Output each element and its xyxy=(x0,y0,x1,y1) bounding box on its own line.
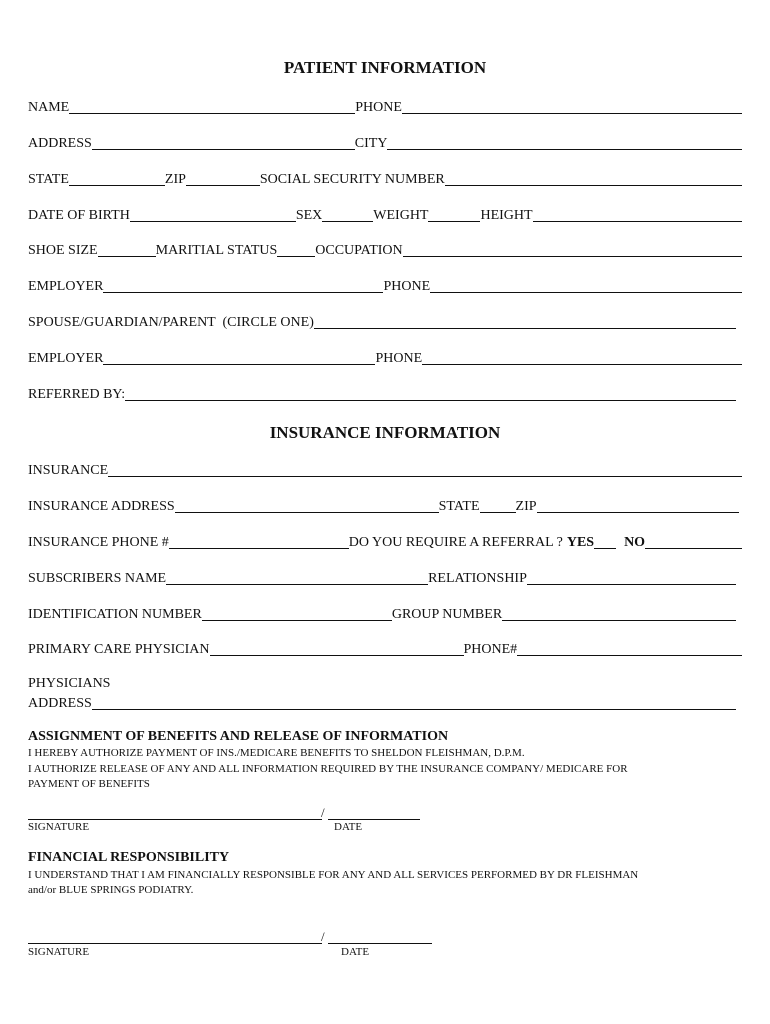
zip-field[interactable] xyxy=(186,171,260,186)
height-field[interactable] xyxy=(533,207,742,222)
row-state-zip-ssn xyxy=(28,168,742,188)
group-number-label: GROUP NUMBER xyxy=(391,607,503,622)
insurance-state-label: STATE xyxy=(438,499,480,514)
address-field[interactable] xyxy=(92,135,355,150)
row-spouse xyxy=(28,311,742,331)
financial-title: FINANCIAL RESPONSIBILITY xyxy=(28,850,230,865)
row-employer-phone xyxy=(28,275,742,295)
patient-information-heading: PATIENT INFORMATION xyxy=(283,58,487,77)
subscriber-name-field[interactable] xyxy=(166,570,428,585)
row-insurance-phone-referral xyxy=(28,531,742,551)
assignment-signature-label: SIGNATURE xyxy=(28,821,90,833)
assignment-signature-line[interactable] xyxy=(28,818,322,820)
row-spouse-employer-phone xyxy=(28,347,742,367)
referred-by-label: REFERRED BY: xyxy=(28,387,126,402)
insurance-address-label: INSURANCE ADDRESS xyxy=(28,499,175,514)
pcp-label: PRIMARY CARE PHYSICIAN xyxy=(28,642,210,657)
row-shoe-marital-occupation xyxy=(28,239,742,259)
height-label: HEIGHT xyxy=(480,208,533,223)
sex-field[interactable] xyxy=(322,207,373,222)
spouse-phone-field[interactable] xyxy=(422,350,742,365)
spouse-employer-field[interactable] xyxy=(103,350,375,365)
row-referred-by xyxy=(28,383,742,403)
insurance-state-field[interactable] xyxy=(480,498,516,513)
row-insurance-address xyxy=(28,495,742,515)
assignment-slash: / xyxy=(321,805,325,820)
relationship-label: RELATIONSHIP xyxy=(428,571,527,586)
occupation-label: OCCUPATION xyxy=(315,243,403,258)
financial-date-label: DATE xyxy=(341,946,370,958)
weight-field[interactable] xyxy=(428,207,480,222)
row-pcp xyxy=(28,638,742,658)
financial-signature-label: SIGNATURE xyxy=(28,946,90,958)
relationship-field[interactable] xyxy=(527,570,736,585)
occupation-field[interactable] xyxy=(403,242,742,257)
phone-label: PHONE xyxy=(355,100,402,115)
name-field[interactable] xyxy=(69,99,355,114)
insurance-field[interactable] xyxy=(108,462,742,477)
row-dob-sex-weight-height xyxy=(28,204,742,224)
marital-status-label: MARITIAL STATUS xyxy=(155,243,278,258)
pcp-phone-field[interactable] xyxy=(517,641,742,656)
dob-label: DATE OF BIRTH xyxy=(28,208,130,223)
insurance-label: INSURANCE xyxy=(28,463,109,478)
employer-field[interactable] xyxy=(103,278,383,293)
assignment-date-label: DATE xyxy=(334,821,363,833)
city-label: CITY xyxy=(354,136,388,151)
financial-slash: / xyxy=(321,929,325,944)
marital-status-field[interactable] xyxy=(277,242,315,257)
row-id-group xyxy=(28,603,742,623)
financial-line2: and/or BLUE SPRINGS PODIATRY. xyxy=(28,884,194,896)
assignment-line2: I AUTHORIZE RELEASE OF ANY AND ALL INFORMATION REQUIRED BY THE INSURANCE COMPANY/ MEDICARE FOR xyxy=(28,763,628,775)
id-number-label: IDENTIFICATION NUMBER xyxy=(28,607,202,622)
row-address-city xyxy=(28,132,742,152)
financial-signature-line[interactable] xyxy=(28,942,322,944)
employer-phone-label: PHONE xyxy=(383,279,431,294)
ssn-field[interactable] xyxy=(445,171,742,186)
insurance-information-heading: INSURANCE INFORMATION xyxy=(269,423,501,442)
name-label: NAME xyxy=(28,100,70,115)
state-field[interactable] xyxy=(69,171,165,186)
assignment-title: ASSIGNMENT OF BENEFITS AND RELEASE OF INFORMATION xyxy=(28,729,449,744)
weight-label: WEIGHT xyxy=(373,208,429,223)
assignment-date-line[interactable] xyxy=(328,818,420,820)
referral-yes-field[interactable] xyxy=(594,534,616,549)
state-label: STATE xyxy=(28,172,69,187)
employer-phone-field[interactable] xyxy=(430,278,742,293)
assignment-line1: I HEREBY AUTHORIZE PAYMENT OF INS./MEDICARE BENEFITS TO SHELDON FLEISHMAN, D.P.M. xyxy=(28,747,525,759)
row-physicians-address xyxy=(28,692,742,712)
physicians-address-label: ADDRESS xyxy=(28,696,92,711)
shoe-size-label: SHOE SIZE xyxy=(28,243,98,258)
insurance-phone-field[interactable] xyxy=(169,534,349,549)
dob-field[interactable] xyxy=(130,207,296,222)
physicians-label-line1: PHYSICIANS xyxy=(28,676,111,691)
referral-yes-option[interactable]: YES xyxy=(566,535,595,550)
group-number-field[interactable] xyxy=(502,606,736,621)
spouse-employer-label: EMPLOYER xyxy=(28,351,104,366)
subscriber-name-label: SUBSCRIBERS NAME xyxy=(28,571,167,586)
phone-field[interactable] xyxy=(402,99,742,114)
pcp-field[interactable] xyxy=(210,641,464,656)
sex-label: SEX xyxy=(295,208,323,223)
referred-by-field[interactable] xyxy=(125,386,736,401)
spouse-field[interactable] xyxy=(314,314,736,329)
employer-label: EMPLOYER xyxy=(28,279,104,294)
financial-line1: I UNDERSTAND THAT I AM FINANCIALLY RESPONSIBLE FOR ANY AND ALL SERVICES PERFORMED BY DR FLEISHMAN xyxy=(28,869,639,881)
city-field[interactable] xyxy=(387,135,742,150)
insurance-zip-field[interactable] xyxy=(537,498,739,513)
referral-question: DO YOU REQUIRE A REFERRAL ? xyxy=(348,535,563,550)
referral-no-option[interactable]: NO xyxy=(624,535,646,550)
physicians-address-field[interactable] xyxy=(92,695,736,710)
zip-label: ZIP xyxy=(164,172,186,187)
row-subscriber xyxy=(28,567,742,587)
insurance-phone-label: INSURANCE PHONE # xyxy=(28,535,169,550)
spouse-phone-label: PHONE xyxy=(375,351,423,366)
financial-date-line[interactable] xyxy=(328,942,432,944)
id-number-field[interactable] xyxy=(202,606,392,621)
row-name-phone xyxy=(28,96,742,116)
assignment-line3: PAYMENT OF BENEFITS xyxy=(28,778,150,790)
shoe-size-field[interactable] xyxy=(98,242,156,257)
insurance-address-field[interactable] xyxy=(175,498,439,513)
spouse-label: SPOUSE/GUARDIAN/PARENT (CIRCLE ONE) xyxy=(28,315,314,330)
row-insurance xyxy=(28,459,742,479)
address-label: ADDRESS xyxy=(28,136,92,151)
pcp-phone-label: PHONE# xyxy=(463,642,518,657)
referral-no-field[interactable] xyxy=(645,534,742,549)
insurance-zip-label: ZIP xyxy=(515,499,537,514)
ssn-label: SOCIAL SECURITY NUMBER xyxy=(259,172,445,187)
